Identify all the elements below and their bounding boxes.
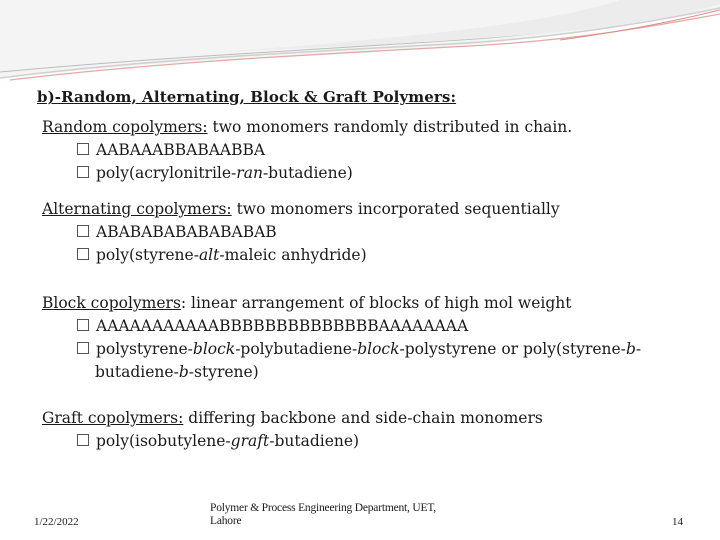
alternating-copolymers-section (42, 198, 702, 267)
list-item (42, 162, 702, 185)
bullet-box-icon (77, 434, 89, 446)
footer-department (210, 502, 490, 528)
random-example-em: ran (236, 164, 263, 182)
block-heading (42, 292, 702, 315)
footer-dept-line2: Lahore (210, 515, 242, 527)
block-sequence: AAAAAAAAAAABBBBBBBBBBBBBBAAAAAAAA (96, 317, 469, 335)
bullet-box-icon (77, 319, 89, 331)
graft-heading (42, 407, 702, 430)
list-item (42, 315, 702, 338)
list-item-continuation (42, 361, 702, 384)
block-example-em: b (178, 363, 189, 381)
block-example-em: b (625, 340, 636, 358)
alternating-example-em: alt (198, 246, 220, 264)
bullet-box-icon (77, 248, 89, 260)
bullet-box-icon (77, 342, 89, 354)
header-decoration (0, 0, 720, 90)
block-example-em: block (357, 340, 400, 358)
block-copolymers-section (42, 292, 702, 384)
alternating-sequence: ABABABABABABABAB (96, 223, 277, 241)
alternating-example-pre: poly(styrene- (96, 246, 199, 264)
random-example-post: -butadiene) (262, 164, 353, 182)
graft-copolymers-section (42, 407, 702, 453)
block-example-part: - (635, 340, 642, 358)
block-example-part: -styrene) (188, 363, 259, 381)
bullet-box-icon (77, 143, 89, 155)
alternating-example-post: -maleic anhydride) (219, 246, 367, 264)
block-desc: : linear arrangement of blocks of high mol weight (180, 294, 572, 312)
block-term: Block copolymers (42, 294, 181, 312)
graft-example-post: -butadiene) (269, 432, 360, 450)
graft-desc: differing backbone and side-chain monomers (183, 409, 543, 427)
list-item (42, 221, 702, 244)
random-heading (42, 116, 702, 139)
list-item (42, 430, 702, 453)
list-item (42, 139, 702, 162)
random-desc: two monomers randomly distributed in chain. (207, 118, 573, 136)
block-example-part: polystyrene- (96, 340, 193, 358)
slide-title: b)-Random, Alternating, Block & Graft Polymers: (37, 88, 457, 106)
list-item (42, 244, 702, 267)
random-copolymers-section (42, 116, 702, 185)
bullet-box-icon (77, 166, 89, 178)
graft-example-em: graft (230, 432, 270, 450)
alternating-desc: two monomers incorporated sequentially (231, 200, 560, 218)
random-example-pre: poly(acrylonitrile- (96, 164, 237, 182)
graft-term: Graft copolymers: (42, 409, 184, 427)
bullet-box-icon (77, 225, 89, 237)
alternating-term: Alternating copolymers: (42, 200, 232, 218)
alternating-heading (42, 198, 702, 221)
footer-dept-line1: Polymer & Process Engineering Department, UET, (210, 502, 436, 514)
graft-example-pre: poly(isobutylene- (96, 432, 231, 450)
block-example-em: block (192, 340, 236, 358)
block-example-part: -polystyrene or poly(styrene- (399, 340, 626, 358)
block-example-part: -polybutadiene- (235, 340, 358, 358)
list-item (42, 338, 702, 361)
page-number: 14 (672, 516, 683, 528)
footer-date: 1/22/2022 (34, 516, 79, 528)
random-sequence: AABAAABBABAABBA (96, 141, 266, 159)
random-term: Random copolymers: (42, 118, 208, 136)
block-example-part: butadiene- (95, 363, 179, 381)
